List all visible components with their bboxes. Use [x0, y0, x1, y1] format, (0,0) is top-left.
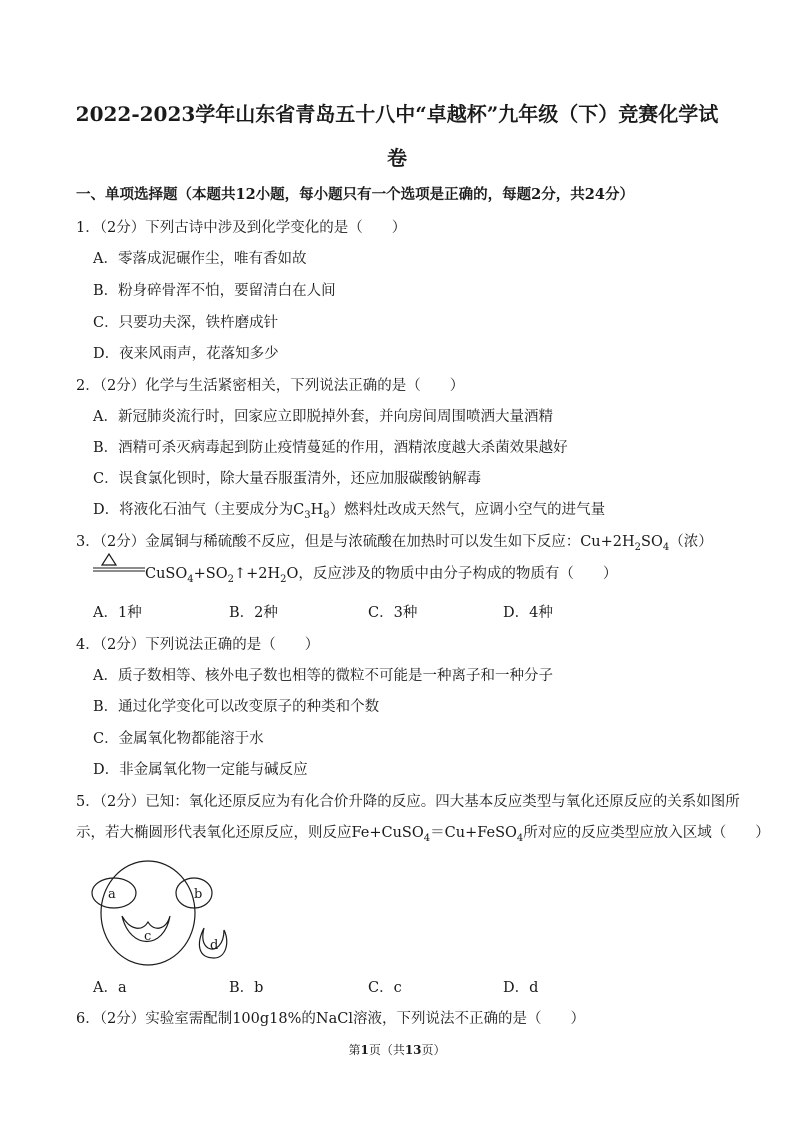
- question-5-option-b: B．b: [229, 980, 264, 996]
- question-3-stem: 3．（2分）金属铜与稀硫酸不反应，但是与浓硫酸在加热时可以发生如下反应：$Cu+2H_2SO_4$（浓）: [76, 534, 713, 553]
- reaction-type-venn-diagram: [86, 858, 246, 968]
- page-title: 2022-2023学年山东省青岛五十八中“卓越杯”九年级（下）竞赛化学试: [75, 102, 719, 126]
- region-a-label: a: [108, 887, 116, 902]
- region-b-label: b: [194, 887, 203, 902]
- question-2-option-c: C．误食氯化钡时，除大量吞服蛋清外，还应加服碳酸钠解毒: [93, 471, 482, 487]
- question-6-stem: 6．（2分）实验室需配制100g18%的NaCl溶液，下列说法不正确的是（ ）: [76, 1011, 585, 1027]
- question-1-option-d: D．夜来风雨声，花落知多少: [93, 346, 279, 362]
- question-5-stem: 5．（2分）已知：氧化还原反应为有化合价升降的反应。四大基本反应类型与氧化还原反应的关系如图所: [76, 794, 740, 810]
- question-5-option-d: D．d: [503, 980, 539, 996]
- question-2-option-a: A．新冠肺炎流行时，回家应立即脱掉外套，并向房间周围喷洒大量酒精: [93, 409, 553, 425]
- question-3-option-b: B．2种: [229, 605, 278, 621]
- question-1-option-b: B．粉身碎骨浑不怕，要留清白在人间: [93, 283, 336, 299]
- section-header: 一、单项选择题（本题共12小题，每小题只有一个选项是正确的，每题2分，共24分）: [76, 186, 634, 203]
- region-c-label: c: [144, 929, 152, 944]
- question-4-option-b: B．通过化学变化可以改变原子的种类和个数: [93, 699, 380, 715]
- question-3-option-a: A．1种: [93, 605, 142, 621]
- question-2-stem: 2．（2分）化学与生活紧密相关，下列说法正确的是（ ）: [76, 378, 465, 394]
- question-1-option-c: C．只要功夫深，铁杵磨成针: [93, 315, 279, 331]
- question-3-stem-continued: $CuSO_4+SO_2↑+2H_2O$，反应涉及的物质中由分子构成的物质有（ ）: [145, 566, 618, 585]
- region-d-label: d: [210, 938, 219, 953]
- question-2-option-b: B．酒精可杀灭病毒起到防止疫情蔓延的作用，酒精浓度越大杀菌效果越好: [93, 440, 568, 456]
- question-5-option-c: C．c: [368, 980, 402, 996]
- question-4-option-a: A．质子数相等、核外电子数也相等的微粒不可能是一种离子和一种分子: [93, 668, 553, 684]
- question-5-stem-continued: 示，若大椭圆形代表氧化还原反应，则反应Fe+CuSO$_4$＝Cu+FeSO$_4$所对应的反应类型应放入区域（ ）: [76, 825, 770, 844]
- heating-condition-sign: [93, 553, 145, 573]
- question-5-option-a: A．a: [93, 980, 127, 996]
- question-3-option-d: D．4种: [503, 605, 553, 621]
- page-title-continued: 卷: [387, 146, 407, 170]
- page-footer: 第1页（共13页）: [348, 1043, 446, 1057]
- question-3-option-c: C．3种: [368, 605, 418, 621]
- question-1-stem: 1．（2分）下列古诗中涉及到化学变化的是（ ）: [76, 220, 407, 236]
- question-2-option-d: D．将液化石油气（主要成分为$C_3H_8$）燃料灶改成天然气，应调小空气的进气量: [93, 502, 606, 521]
- question-4-stem: 4．（2分）下列说法正确的是（ ）: [76, 637, 320, 653]
- question-1-option-a: A．零落成泥碾作尘，唯有香如故: [93, 251, 307, 267]
- question-4-option-c: C．金属氧化物都能溶于水: [93, 731, 264, 747]
- question-4-option-d: D．非金属氧化物一定能与碱反应: [93, 762, 308, 778]
- redox-ellipse: [101, 861, 195, 965]
